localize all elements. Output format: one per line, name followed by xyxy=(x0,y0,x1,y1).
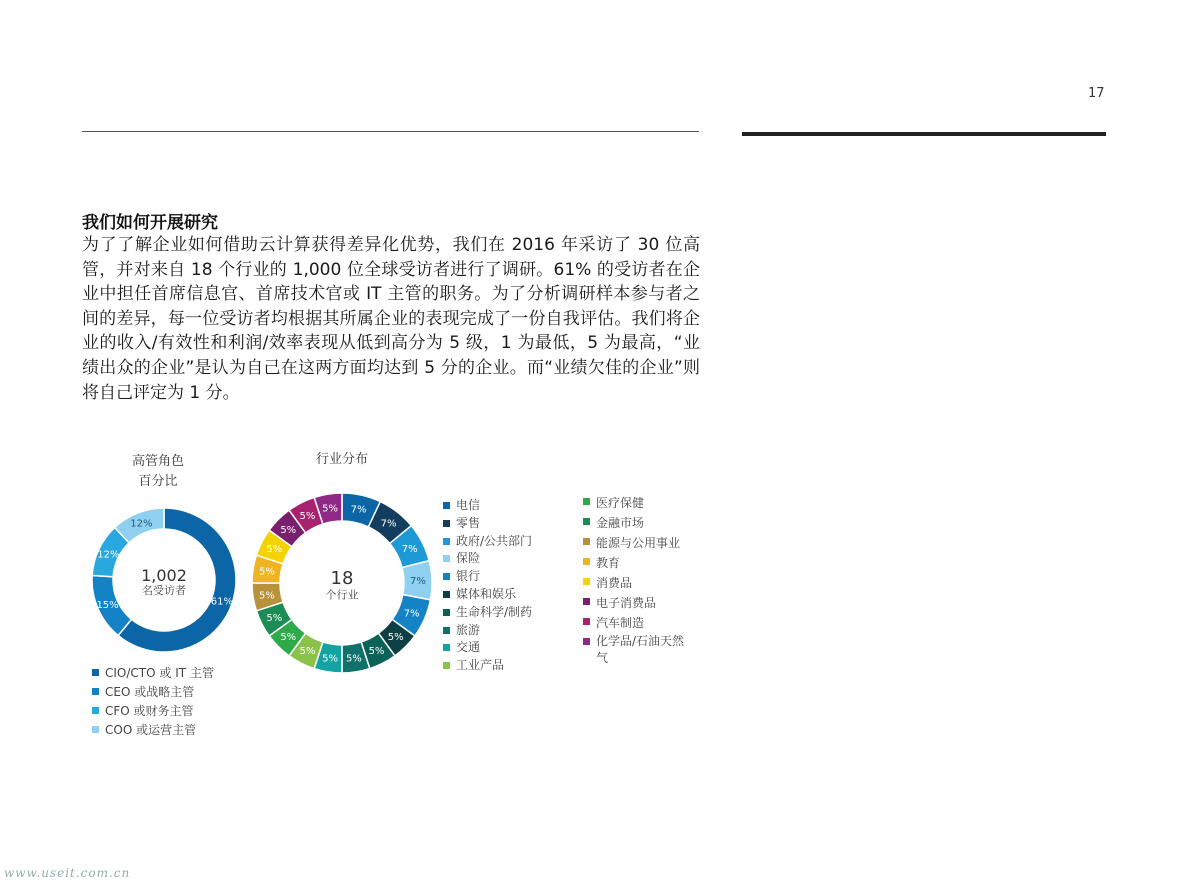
legend-swatch xyxy=(443,644,450,651)
legend-swatch xyxy=(443,573,450,580)
legend-swatch xyxy=(443,591,450,598)
body-paragraph: 为了了解企业如何借助云计算获得差异化优势，我们在 2016 年采访了 30 位高管，并对来自 18 个行业的 1,000 位全球受访者进行了调研。61% 的受访者在企业中担任首席信息官、首席技术官或 IT 主管的职务。为了分析调研样本参与者之间的差异，每一位受访者均根据其所属企业的表现完成了一份自我评估。我们将企业的收入/有效性和利润/效率表现从低到高分为 5 级，1 为最低，5 为最高，“业绩出众的企业”是认为自己在这两方面均达到 5 分的企业。而“业绩欠佳的企业”则将自己评定为 1 分。 xyxy=(82,235,700,403)
legend-swatch xyxy=(443,627,450,634)
legend-label: 汽车制造 xyxy=(596,616,645,630)
legend-label: 媒体和娱乐 xyxy=(456,586,517,601)
legend-swatch xyxy=(92,726,99,733)
legend-item xyxy=(443,604,532,622)
legend-label: 教育 xyxy=(596,556,621,570)
legend-swatch xyxy=(583,518,590,525)
legend-label: 电子消费品 xyxy=(596,596,657,610)
page-number: 17 xyxy=(1088,86,1105,101)
legend-item xyxy=(92,721,214,740)
legend-label: 银行 xyxy=(456,569,481,584)
legend-swatch xyxy=(443,555,450,562)
legend-swatch xyxy=(92,669,99,676)
slice-label-7: 5% xyxy=(368,646,385,658)
legend-label: 政府/公共部门 xyxy=(456,533,533,548)
industry-legend-col1 xyxy=(443,497,532,675)
legend-item xyxy=(583,593,686,613)
legend-swatch xyxy=(583,558,590,565)
center-value: 1,002 xyxy=(141,566,187,585)
legend-label: 零售 xyxy=(456,515,481,530)
legend-item xyxy=(583,633,686,667)
legend-swatch xyxy=(583,578,590,585)
legend-swatch xyxy=(583,598,590,605)
legend-swatch xyxy=(443,609,450,616)
divider-right xyxy=(742,132,1106,136)
industry-donut-chart xyxy=(252,493,432,673)
exec-role-chart-title: 高管角色 百分比 xyxy=(131,454,184,489)
legend-label: 能源与公用事业 xyxy=(596,536,681,550)
legend-label: 电信 xyxy=(456,498,481,512)
legend-swatch xyxy=(583,618,590,625)
legend-item xyxy=(583,513,686,533)
slice-label-14: 5% xyxy=(258,566,275,578)
legend-label: 金融市场 xyxy=(596,516,645,530)
legend-swatch xyxy=(583,638,590,645)
legend-label: 交通 xyxy=(456,640,481,655)
legend-swatch xyxy=(443,502,450,509)
slice-label-13: 5% xyxy=(258,590,275,602)
slice-label-11: 5% xyxy=(280,632,297,644)
exec-role-legend xyxy=(92,664,214,740)
slice-label-2: 7% xyxy=(380,518,397,530)
watermark: www.useit.com.cn xyxy=(4,866,131,880)
slice-label-5: 7% xyxy=(403,608,420,620)
legend-item xyxy=(583,553,686,573)
legend-label: 工业产品 xyxy=(456,658,505,673)
legend-item xyxy=(92,683,214,702)
slice-label-2: 15% xyxy=(96,599,119,611)
slice-label-6: 5% xyxy=(387,632,404,644)
legend-swatch xyxy=(92,707,99,714)
legend-item xyxy=(583,533,686,553)
legend-item xyxy=(443,657,532,675)
center-label: 个行业 xyxy=(325,588,359,602)
center-value: 18 xyxy=(330,568,354,589)
divider-left xyxy=(82,131,699,132)
slice-label-16: 5% xyxy=(280,524,297,536)
slice-label-18: 5% xyxy=(322,503,339,515)
legend-label: CEO 或战略主管 xyxy=(105,685,195,699)
legend-item xyxy=(443,568,532,586)
legend-label: CFO 或财务主管 xyxy=(105,704,194,718)
legend-item xyxy=(92,664,214,683)
legend-label: CIO/CTO 或 IT 主管 xyxy=(105,666,214,680)
section-heading: 我们如何开展研究 xyxy=(82,213,218,233)
legend-label: 旅游 xyxy=(456,622,481,637)
legend-swatch xyxy=(443,662,450,669)
legend-item xyxy=(443,515,532,533)
slice-label-15: 5% xyxy=(266,543,283,555)
legend-item xyxy=(583,493,686,513)
industry-legend-col2 xyxy=(583,493,686,667)
center-label: 名受访者 xyxy=(142,584,186,598)
slice-label-12: 5% xyxy=(266,613,283,625)
slice-label-4: 12% xyxy=(130,518,153,530)
legend-item xyxy=(583,573,686,593)
legend-label: 保险 xyxy=(456,551,481,566)
legend-item xyxy=(92,702,214,721)
legend-label: 医疗保健 xyxy=(596,496,645,510)
slice-label-3: 7% xyxy=(401,543,418,555)
legend-swatch xyxy=(443,538,450,545)
slice-label-3: 12% xyxy=(97,549,120,561)
slice-label-1: 61% xyxy=(210,596,233,608)
legend-item xyxy=(443,497,532,515)
slice-label-4: 7% xyxy=(410,576,426,588)
legend-swatch xyxy=(443,520,450,527)
legend-label: 消费品 xyxy=(596,576,633,590)
legend-swatch xyxy=(92,688,99,695)
legend-item xyxy=(443,639,532,657)
legend-label: 生命科学/制药 xyxy=(456,604,533,619)
legend-item xyxy=(443,533,532,551)
legend-item xyxy=(443,622,532,640)
legend-item xyxy=(443,586,532,604)
legend-swatch xyxy=(583,498,590,505)
slice-label-8: 5% xyxy=(345,653,362,665)
legend-label: 化学品/石油天然气 xyxy=(596,634,685,665)
slice-label-1: 7% xyxy=(350,504,367,516)
legend-item xyxy=(443,550,532,568)
slice-label-17: 5% xyxy=(299,510,316,522)
slice-label-10: 5% xyxy=(299,646,316,658)
legend-swatch xyxy=(583,538,590,545)
exec-role-donut-chart xyxy=(92,508,236,652)
slice-label-9: 5% xyxy=(322,653,339,665)
industry-chart-title: 行业分布 xyxy=(315,452,368,467)
legend-item xyxy=(583,613,686,633)
legend-label: COO 或运营主管 xyxy=(105,723,197,737)
